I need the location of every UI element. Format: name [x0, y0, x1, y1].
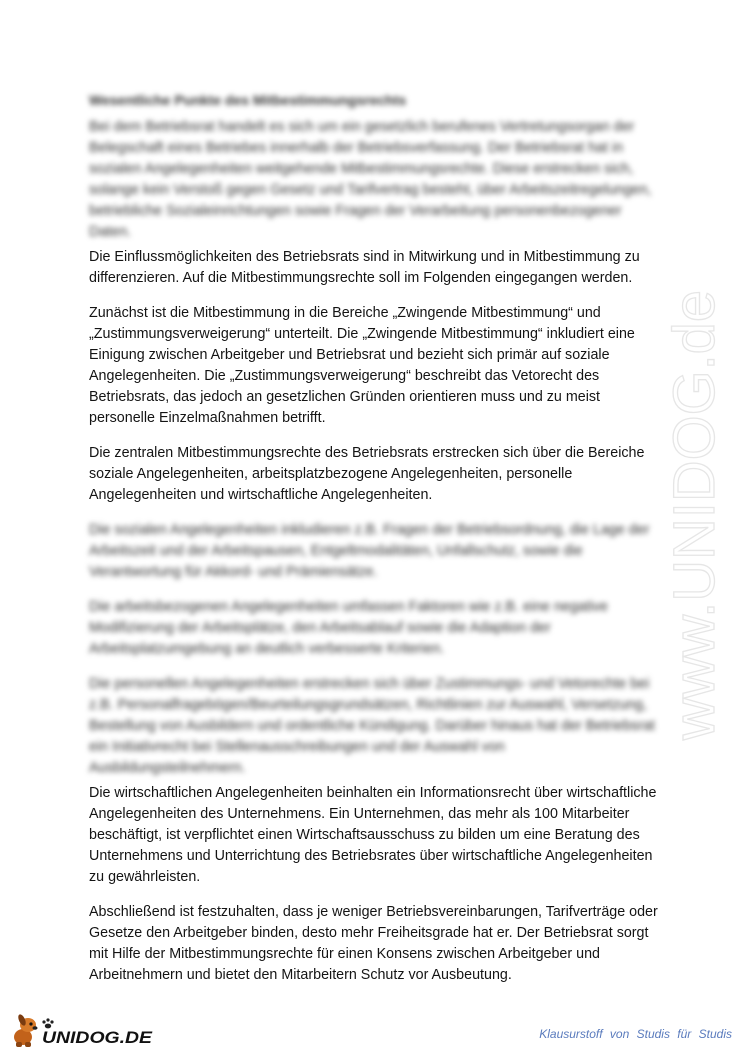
- watermark: [636, 280, 746, 750]
- paragraph-7: Die personellen Angelegenheiten erstrecken sich über Zustimmungs- und Vetorechte bei z.B. Personalfragebögen/Beurteilungsgrundsätzen, Richtlinien zur Auswahl, Versetzung, Bestellung von Ausbildern und ordentliche Kündigung. Darüber hinaus hat der Betriebsrat ein Initiativrecht bei Stellenausschreibungen und der Auswahl von Ausbildungsteilnehmern.: [89, 676, 655, 776]
- paragraph-9: Abschließend ist festzuhalten, dass je weniger Betriebsvereinbarungen, Tarifverträge oder Gesetze den Arbeitgeber binden, desto mehr Freiheitsgrade hat er. Der Betriebsrat sorgt mit Hilfe der Mitbestimmungsrechte für einen Konsens zwischen Arbeitgeber und Arbeitnehmern und bietet den Mitarbeitern Schutz vor Ausbeutung.: [89, 904, 658, 983]
- paragraph-5: Die sozialen Angelegenheiten inkludieren z.B. Fragen der Betriebsordnung, die Lage der Arbeitszeit und der Arbeitspausen, Entgeltmodalitäten, Unfallschutz, sowie die Verantwortung für Akkord- und Prämiensätze.: [89, 522, 650, 580]
- document-heading: Wesentliche Punkte des Mitbestimmungsrechts: [89, 92, 407, 108]
- watermark-text: www.UNIDOG.de: [662, 288, 727, 740]
- paragraph-2: Die Einflussmöglichkeiten des Betriebsrats sind in Mitwirkung und in Mitbestimmung zu differenzieren. Auf die Mitbestimmungsrechte soll im Folgenden eingegangen werden.: [89, 249, 640, 286]
- paragraph-3: Zunächst ist die Mitbestimmung in die Bereiche „Zwingende Mitbestimmung“ und „Zustimmungsverweigerung“ unterteilt. Die „Zwingende Mitbestimmung“ inkludiert eine Einigung zwischen Arbeitgeber und Betriebsrat und bezieht sich primär auf soziale Angelegenheiten. Die „Zustimmungsverweigerung“ beschreibt das Vetorecht des Betriebsrats, das jedoch an gesetzlichen Gründen orientieren muss und zu meist personelle Einzelmaßnahmen betrifft.: [89, 305, 635, 426]
- paragraph-8: Die wirtschaftlichen Angelegenheiten beinhalten ein Informationsrecht über wirtschaftliche Angelegenheiten des Unternehmens. Ein Unternehmen, das mehr als 100 Mitarbeiter beschäftigt, ist verpflichtet einen Wirtschaftsausschuss zu bilden um eine Beratung des Unternehmens und Unterrichtung des Betriebsrates über wirtschaftliche Angelegenheiten zu gewährleisten.: [89, 785, 657, 885]
- logo-text: UNIDOG.DE: [42, 1028, 153, 1047]
- watermark-svg: [636, 280, 746, 750]
- unidog-logo: [6, 1010, 156, 1050]
- paragraph-4: Die zentralen Mitbestimmungsrechte des Betriebsrats erstrecken sich über die Bereiche soziale Angelegenheiten, arbeitsplatzbezogene Angelegenheiten, personelle Angelegenheiten und wirtschaftliche Angelegenheiten.: [89, 445, 645, 503]
- paragraph-6: Die arbeitsbezogenen Angelegenheiten umfassen Faktoren wie z.B. eine negative Modifizierung der Arbeitsplätze, den Arbeitsablauf sowie die Adaption der Arbeitsplatzumgebung an deutlich verbesserte Kriterien.: [89, 599, 609, 657]
- paragraph-1: Bei dem Betriebsrat handelt es sich um ein gesetzlich berufenes Vertretungsorgan der Belegschaft eines Betriebes innerhalb der Betriebsverfassung. Der Betriebsrat hat in sozialen Angelegenheiten weitgehende Mitbestimmungsrechte. Diese erstrecken sich, solange kein Verstoß gegen Gesetz und Tarifvertrag besteht, über Arbeitszeitregelungen, betriebliche Sozialeinrichtungen sowie Fragen der Verarbeitung personenbezogener Daten.: [89, 119, 652, 240]
- document-body: [89, 90, 664, 1000]
- dog-logo-icon: [6, 1010, 156, 1050]
- footer-tagline: Klausurstoff von Studis für Studis: [539, 1027, 732, 1041]
